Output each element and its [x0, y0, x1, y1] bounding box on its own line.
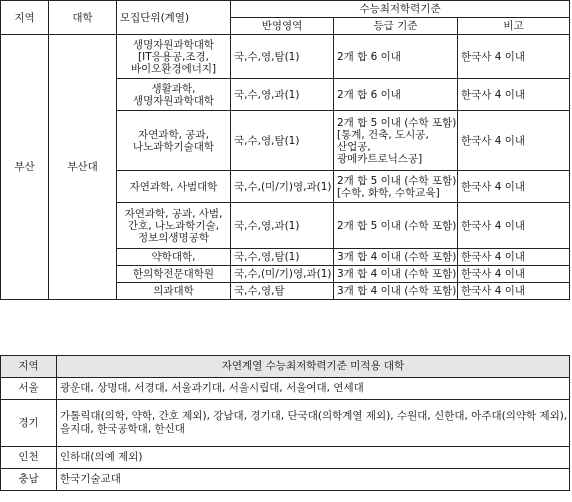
- subjects-cell: 국,수,영,탐: [231, 283, 334, 300]
- subjects-cell: 국,수,영,과(1): [231, 203, 334, 249]
- note-cell: 한국사 4 이내: [458, 283, 570, 300]
- header-unit: 모집단위(계열): [117, 1, 231, 35]
- unit-cell: 한의학전문대학원: [117, 266, 231, 283]
- exempt-row: [1, 469, 570, 491]
- header-region: 지역: [1, 1, 49, 35]
- unit-cell: 자연과학, 사범대학: [117, 171, 231, 203]
- subjects-cell: 국,수,영,과(1): [231, 79, 334, 111]
- exempt-header-region: 지역: [1, 356, 57, 378]
- university-cell: 부산대: [49, 35, 117, 300]
- note-cell: 한국사 4 이내: [458, 79, 570, 111]
- unit-cell: 생활과학, 생명자원과학대학: [117, 79, 231, 111]
- subjects-cell: 국,수,영,탐(1): [231, 249, 334, 266]
- note-cell: 한국사 4 이내: [458, 203, 570, 249]
- exempt-region-cell: 경기: [1, 400, 57, 447]
- exempt-universities-cell: 한국기술교대: [57, 469, 570, 491]
- header-note: 비고: [458, 18, 570, 35]
- grade-cell: 3개 합 4 이내 (수학 포함): [334, 283, 458, 300]
- exempt-row: [1, 447, 570, 469]
- grade-cell: 2개 합 6 이내: [334, 79, 458, 111]
- unit-cell: 의과대학: [117, 283, 231, 300]
- unit-cell: 약학대학,: [117, 249, 231, 266]
- grade-cell: 2개 합 5 이내 (수학 포함) [통계, 건축, 도시공, 산업공, 광메카트로닉스공]: [334, 111, 458, 171]
- grade-cell: 3개 합 4 이내 (수학 포함): [334, 266, 458, 283]
- note-cell: 한국사 4 이내: [458, 111, 570, 171]
- exempt-universities-cell: 인하대(의예 제외): [57, 447, 570, 469]
- subjects-cell: 국,수,영,탐(1): [231, 35, 334, 79]
- grade-cell: 2개 합 5 이내 (수학 포함): [334, 203, 458, 249]
- exempt-table: [0, 355, 570, 491]
- exempt-region-cell: 충남: [1, 469, 57, 491]
- unit-cell: 자연과학, 공과, 사범, 간호, 나노과학기술, 정보의생명공학: [117, 203, 231, 249]
- exempt-universities-cell: 가톨릭대(의학, 약학, 간호 제외), 강남대, 경기대, 단국대(의학계열 제외), 수원대, 신한대, 아주대(의약학 제외), 을지대, 한국공학대, 한신대: [57, 400, 570, 447]
- exempt-row: [1, 378, 570, 400]
- exempt-header-title: 자연계열 수능최저학력기준 미적용 대학: [57, 356, 570, 378]
- unit-cell: 생명자원과학대학 [IT응용공,조경, 바이오환경에너지]: [117, 35, 231, 79]
- grade-cell: 2개 합 5 이내 (수학 포함) [수학, 화학, 수학교육]: [334, 171, 458, 203]
- note-cell: 한국사 4 이내: [458, 35, 570, 79]
- grade-cell: 2개 합 6 이내: [334, 35, 458, 79]
- exempt-universities-cell: 광운대, 상명대, 서경대, 서울과기대, 서울시립대, 서울여대, 연세대: [57, 378, 570, 400]
- subjects-cell: 국,수,(미/기)영,과(1): [231, 171, 334, 203]
- exempt-row: [1, 400, 570, 447]
- note-cell: 한국사 4 이내: [458, 171, 570, 203]
- note-cell: 한국사 4 이내: [458, 266, 570, 283]
- header-university: 대학: [49, 1, 117, 35]
- grade-cell: 3개 합 4 이내 (수학 포함): [334, 249, 458, 266]
- exempt-region-cell: 서울: [1, 378, 57, 400]
- header-criteria: 수능최저학력기준: [231, 1, 570, 18]
- region-cell: 부산: [1, 35, 49, 300]
- header-subjects: 반영영역: [231, 18, 334, 35]
- note-cell: 한국사 4 이내: [458, 249, 570, 266]
- subjects-cell: 국,수,(미/기)영,과(1): [231, 266, 334, 283]
- header-grade: 등급 기준: [334, 18, 458, 35]
- unit-cell: 자연과학, 공과, 나노과학기술대학: [117, 111, 231, 171]
- subjects-cell: 국,수,영,탐(1): [231, 111, 334, 171]
- exempt-region-cell: 인천: [1, 447, 57, 469]
- criteria-row: [1, 35, 570, 79]
